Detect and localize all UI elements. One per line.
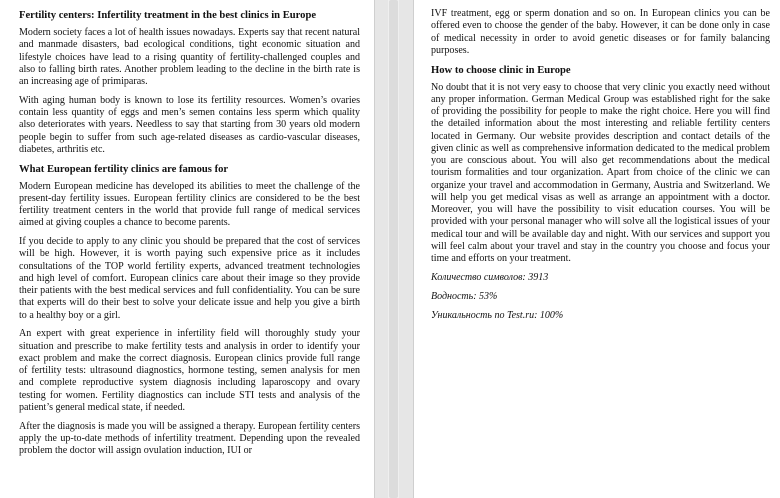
section-heading-clinics: What European fertility clinics are famous for	[19, 163, 229, 175]
section-heading-choose: How to choose clinic in Europe	[431, 64, 571, 76]
document-page-left	[0, 0, 374, 498]
document-title: Fertility centers: Infertility treatment in the best clinics in Europe	[19, 10, 317, 21]
paragraph-clinics-1: Modern European medicine has developed its abilities to meet the challenge of the present-day fertility issues. European fertility clinics are considered to be the best fertility treatment centers in the world that provide full range of medical services aimed at giving couples a chance to become parents.	[19, 180, 360, 229]
stat-water: Водность: 53%	[431, 290, 498, 302]
stat-char-count: Количество символов: 3913	[431, 271, 549, 283]
paragraph-intro-2: With aging human body is known to lose its fertility resources. Women’s ovaries contain less quantity of eggs and men’s semen contains less sperm which quality also deteriorates with years. Needless to say that starting from 30 years old modern people begin to suffer from such age-related diseases as cardio-vascular diseases, diabetes, arthritis etc.	[19, 94, 360, 155]
vertical-scrollbar[interactable]	[388, 0, 399, 498]
document-page-right	[414, 0, 780, 498]
paragraph-continued: IVF treatment, egg or sperm donation and so on. In European clinics you can be offered even to choose the gender of the baby. However, it can be done only in case of medical necessity in order to avoid genetic diseases or for family balancing purposes.	[431, 8, 770, 56]
paragraph-intro-1: Modern society faces a lot of health issues nowadays. Experts say that recent natural and manmade disasters, bad ecological conditions, tight economic situation and lifestyle choices have lead to a rising quantity of fertility-challenged couples and also to falling birth rates. Another problem leading to the decline in the birth rate is an increasing age of primiparas.	[19, 27, 360, 87]
paragraph-clinics-3: An expert with great experience in infertility field will thoroughly study your situation and prescribe to make fertility tests and analysis in order to identify your exact problem and make the correct diagnosis. European clinics provide full range of fertility tests: ultrasound diagnostics, hormone testing, semen analysis for men and complete reproductive system diagnosis including laparoscopy and ovary testing for women. Fertility diagnostics can include STI tests and analysis of the patient’s general medical state, if needed.	[19, 328, 360, 413]
stat-uniqueness: Уникальность по Test.ru: 100%	[431, 309, 564, 321]
paragraph-choose-1: No doubt that it is not very easy to choose that very clinic you exactly need without any proper information. German Medical Group was established right for the sake of providing the possibility for people to make the right choice. Here you will find the detailed information about the most interesting and reliable fertility centers located in Germany. Our website provides description and contact details of the given clinic as well as comprehensive information dedicated to the medical problem you are conscious about. You will also get recommendations about the medical tourism formalities and tour organization. Apart from choice of the clinic we can organize your travel and accommodation in Germany, Austria and Switzerland. We will help you get medical visas as well as arrange an appointment with a doctor. Moreover, you will have the possibility to visit education courses. You will be provided with your personal manager who will solve all the logistical issues of your medical tour and will be available day and night. With our services and support you will feel calm about your travel and stay in the country you choose and focus your time and efforts on your treatment.	[431, 81, 770, 264]
scrollbar-thumb[interactable]	[389, 0, 398, 498]
paragraph-clinics-4: After the diagnosis is made you will be assigned a therapy. European fertility centers apply the up-to-date methods of infertility treatment. Depending upon the revealed problem the doctor will assign ovulation induction, IUI or	[19, 420, 360, 456]
paragraph-clinics-2: If you decide to apply to any clinic you should be prepared that the cost of services will be high. However, it is worth paying such expensive price as it includes consultations of the TOP world fertility experts, advanced treatment technologies and high level of comfort. European clinics care about their image so they provide their patients with the best medical services and full confidentiality. You can be sure that experts will do their best to solve your delicate issue and help you give a birth to a healthy boy or a girl.	[19, 236, 360, 321]
